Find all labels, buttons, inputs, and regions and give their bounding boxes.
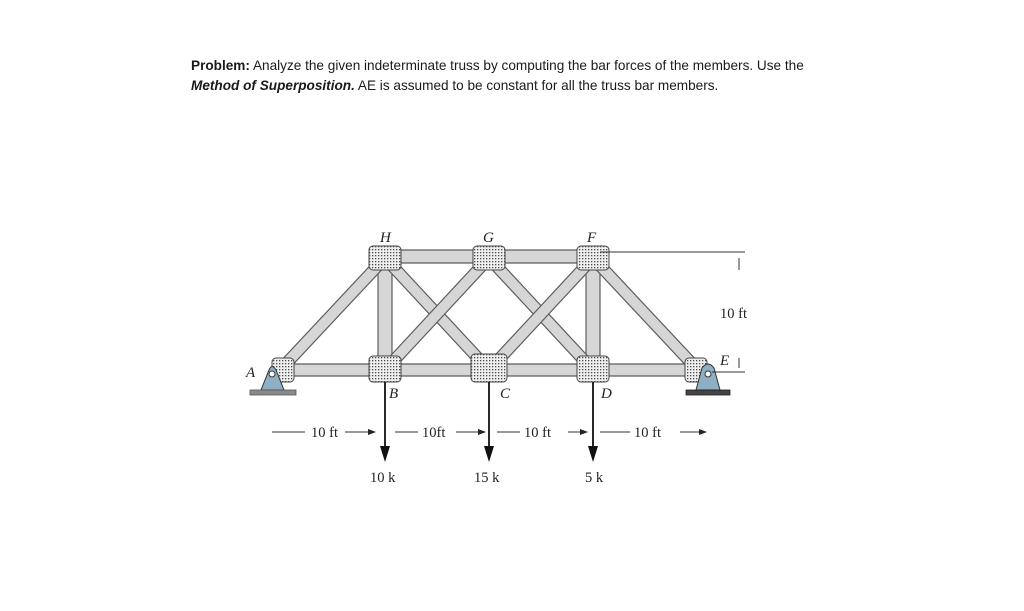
span-label-1: 10 ft [311,425,338,441]
load-label-C: 15 k [474,470,500,486]
member-AH [278,254,389,372]
load-label-B: 10 k [370,470,396,486]
problem-text-2: AE is assumed to be constant for all the truss bar members. [354,78,719,93]
joint-label-A: A [246,365,256,381]
joint-label-F: F [587,230,597,246]
span-label-4: 10 ft [634,425,661,441]
method-name: Method of Superposition. [191,78,355,93]
joint-label-C: C [500,386,511,402]
joint-label-G: G [483,230,494,246]
joint-label-D: D [601,386,612,402]
gusset-C [471,354,507,382]
gusset-H [369,246,401,270]
member-FE [589,254,700,372]
joint-label-B: B [389,386,399,402]
member-DF [586,260,600,366]
span-label-3: 10 ft [524,425,551,441]
problem-text-1: Analyze the given indeterminate truss by computing the bar forces of the members. Use the [249,58,804,73]
load-arrows [380,382,598,462]
joint-label-E: E [720,353,730,369]
problem-label: Problem: [191,58,250,73]
height-label: 10 ft [720,306,747,322]
joint-label-H: H [380,230,391,246]
gusset-B [369,356,401,382]
gusset-F [577,246,609,270]
gusset-G [473,246,505,270]
span-label-2: 10ft [422,425,446,441]
member-BH [378,260,392,366]
load-label-D: 5 k [585,470,604,486]
gusset-D [577,356,609,382]
